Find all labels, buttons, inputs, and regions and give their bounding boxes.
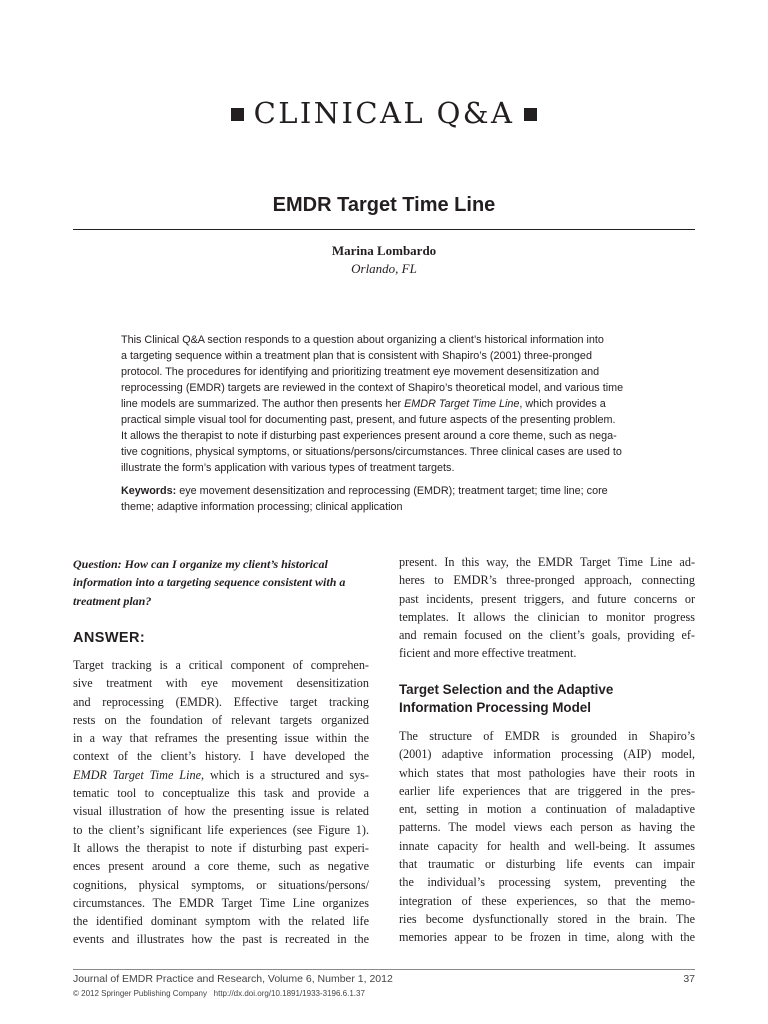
body-line: heres to EMDR’s three-pronged approach, connecting [399, 573, 695, 588]
page-number: 37 [683, 973, 695, 985]
keywords-line: theme; adaptive information processing; clinical application [121, 501, 403, 513]
body-line: cognitions, physical symptoms, or situations/persons/ [73, 877, 369, 892]
body-line: The structure of EMDR is grounded in Shapiro’s [399, 729, 695, 743]
body-line: earlier life experiences that are triggered in the pres- [399, 783, 695, 798]
author-affiliation: Orlando, FL [351, 261, 417, 276]
section-header [0, 96, 768, 130]
keywords-line [121, 483, 648, 499]
body-line: and reprocessing (EMDR). Effective target tracking [73, 694, 369, 709]
body-line: the identified dominant symptom with the related life [73, 914, 369, 929]
body-line: context of the client’s history. I have developed the [73, 749, 369, 764]
abstract-line: protocol. The procedures for identifying and prioritizing treatment eye movement desensitization and [121, 366, 600, 378]
body-line: sive treatment with eye movement desensitization [73, 676, 369, 691]
subsection-heading-line: Target Selection and the Adaptive [399, 682, 614, 697]
footer-copyright-line [73, 988, 365, 999]
square-bullet-icon [231, 108, 244, 121]
article-title: EMDR Target Time Line [272, 194, 496, 216]
keywords-label: Keywords: [121, 485, 177, 497]
copyright-notice: © 2012 Springer Publishing Company [73, 989, 207, 998]
question-line: Question: How can I organize my client’s historical [73, 557, 328, 571]
subsection-heading [399, 681, 613, 716]
body-line: that traumatic or disturbing life events can impair [399, 857, 695, 872]
abstract-line-text: , which provides a [519, 398, 606, 410]
abstract-line: This Clinical Q&A section responds to a question about organizing a client’s historical information into [121, 334, 604, 346]
abstract-line: tive cognitions, physical symptoms, or situations/persons/circumstances. Three clinical cases are used to [121, 446, 622, 458]
body-line: ries become dysfunctionally stored in the brain. The [399, 911, 695, 926]
abstract-line [121, 396, 648, 412]
body-line: rests on the foundation of relevant targets organized [73, 712, 369, 727]
abstract-line: reprocessing (EMDR) targets are reviewed in the context of Shapiro’s theoretical model, and various time [121, 382, 624, 394]
answer-heading: ANSWER: [73, 630, 146, 646]
keywords-text: eye movement desensitization and reprocessing (EMDR); treatment target; time line; core [176, 485, 608, 497]
square-bullet-icon [524, 108, 537, 121]
body-line [73, 766, 369, 784]
body-emphasis: EMDR Target Time Line [73, 767, 201, 782]
author-name: Marina Lombardo [331, 243, 437, 258]
left-column-body [73, 656, 369, 949]
body-line: memories appear to be frozen in time, along with the [399, 930, 695, 945]
body-line: innate capacity for health and well-being. It assumes [399, 838, 695, 853]
body-line: past incidents, present triggers, and future concerns or [399, 591, 695, 606]
body-line: circumstances. The EMDR Target Time Line organizes [73, 895, 369, 910]
title-divider [73, 229, 695, 230]
body-line: which states that most pathologies have their roots in [399, 765, 695, 780]
right-column-body [399, 727, 695, 947]
body-line: It allows the therapist to note if disturbing past experi- [73, 840, 369, 855]
body-line: present. In this way, the EMDR Target Time Line ad- [399, 555, 695, 569]
abstract-line: It allows the therapist to note if disturbing past experiences present around a core theme, such as nega- [121, 430, 617, 442]
body-line: visual illustration of how the presenting issue is related [73, 804, 369, 819]
body-line: integration of these experiences, so that the memo- [399, 893, 695, 908]
body-line: templates. It allows the clinician to monitor progress [399, 609, 695, 624]
abstract-line: practical simple visual tool for documenting past, present, and future aspects of the presenting problem. [121, 414, 616, 426]
body-line: Target tracking is a critical component of comprehen- [73, 658, 369, 672]
body-line: ficient and more effective treatment. [399, 646, 577, 661]
question-line: information into a targeting sequence consistent with a [73, 575, 346, 590]
body-line: patterns. The model views each person as having the [399, 820, 695, 835]
question-line: treatment plan? [73, 593, 152, 608]
right-column-intro [399, 553, 695, 663]
abstract-line: illustrate the form’s application with various types of treatment targets. [121, 462, 455, 474]
body-line: ent, setting in motion a continuation of maladaptive [399, 802, 695, 817]
body-line: the individual’s processing system, preventing the [399, 875, 695, 890]
doi-link[interactable]: http://dx.doi.org/10.1891/1933-3196.6.1.37 [213, 989, 365, 998]
abstract [121, 332, 648, 476]
body-line: in a way that reframes the presenting issue within the [73, 731, 369, 746]
body-line-text: , which is a structured and sys- [200, 767, 369, 782]
question [73, 555, 372, 610]
footer-divider [73, 969, 695, 970]
body-line: events and illustrates how the past is recreated in the [73, 932, 369, 947]
body-line: and remain focused on the client’s goals, providing ef- [399, 628, 695, 643]
body-line: (2001) adaptive information processing (AIP) model, [399, 747, 695, 762]
body-line: tematic tool to conceptualize this task and provide a [73, 786, 369, 801]
journal-citation: Journal of EMDR Practice and Research, Volume 6, Number 1, 2012 [73, 973, 393, 985]
abstract-line-text: line models are summarized. The author then presents her [121, 398, 405, 410]
abstract-line: a targeting sequence within a treatment plan that is consistent with Shapiro’s (2001) three-pronged [121, 350, 592, 362]
subsection-heading-line: Information Processing Model [399, 699, 591, 715]
abstract-emphasis: EMDR Target Time Line [404, 398, 520, 410]
section-title: CLINICAL Q&A [253, 96, 515, 130]
keywords [121, 483, 648, 515]
body-line: ences present around a core theme, such as negative [73, 859, 369, 874]
body-line: to the client’s significant life experiences (see Figure 1). [73, 822, 369, 837]
